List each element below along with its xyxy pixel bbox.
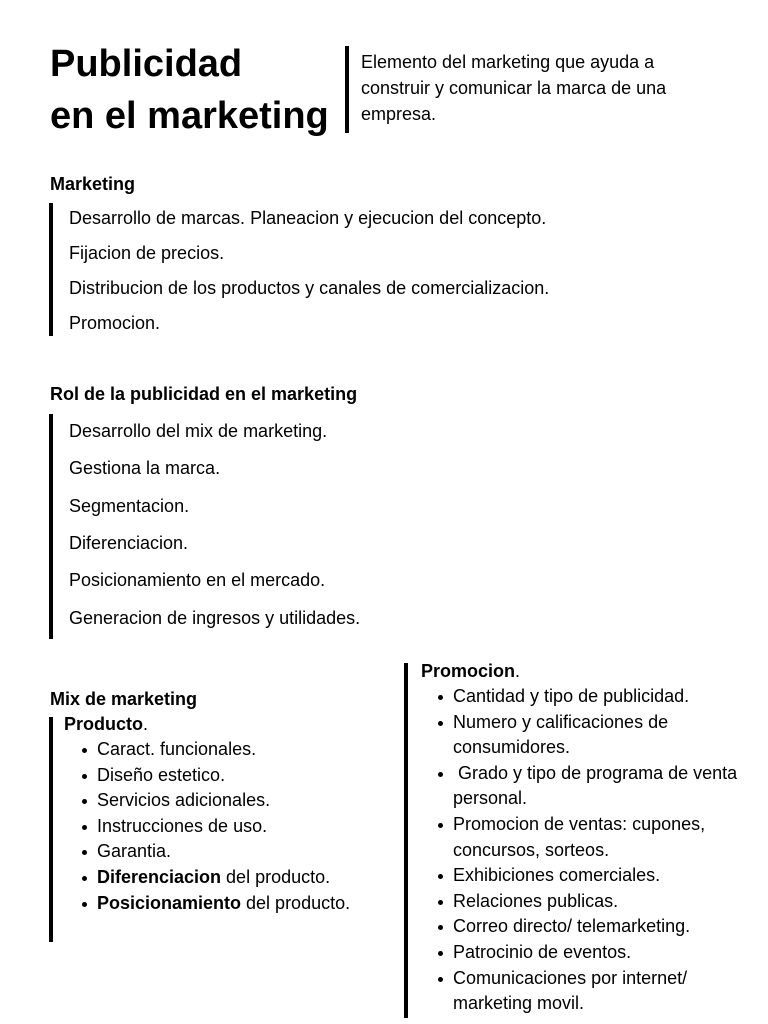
posicionamiento-bold: Posicionamiento: [97, 892, 242, 913]
promocion-heading: [421, 661, 520, 682]
producto-list: [65, 737, 365, 916]
marketing-item-4: Promocion.: [69, 313, 161, 333]
producto-heading: [64, 714, 148, 735]
producto-item-posicionamiento: [65, 891, 365, 917]
promocion-item-9: Comunicaciones por internet/ marketing movil.: [421, 966, 761, 1017]
diferenciacion-bold: Diferenciacion: [97, 866, 222, 887]
promocion-accent-bar: [404, 663, 408, 1018]
promocion-item-3: Grado y tipo de programa de venta personal.: [421, 761, 761, 812]
promocion-item-7: Correo directo/ telemarketing.: [421, 914, 761, 940]
rol-item-5: Posicionamiento en el mercado.: [69, 570, 326, 590]
marketing-accent-bar: [49, 203, 53, 336]
page-title-line1: Publicidad: [50, 43, 243, 85]
producto-item-3: Servicios adicionales.: [65, 788, 365, 814]
promocion-item-2: Numero y calificaciones de consumidores.: [421, 710, 761, 761]
rol-item-6: Generacion de ingresos y utilidades.: [69, 608, 361, 628]
promocion-item-6: Relaciones publicas.: [421, 889, 761, 915]
promocion-heading-label: Promocion: [421, 661, 516, 681]
producto-heading-label: Producto: [64, 714, 143, 734]
rol-item-1: Desarrollo del mix de marketing.: [69, 421, 328, 441]
posicionamiento-rest: del producto.: [241, 892, 351, 913]
rol-item-3: Segmentacion.: [69, 496, 190, 516]
marketing-item-1: Desarrollo de marcas. Planeacion y ejecucion del concepto.: [69, 208, 547, 228]
promocion-item-4: Promocion de ventas: cupones, concursos, sorteos.: [421, 812, 761, 863]
page-description: Elemento del marketing que ayuda a construir y comunicar la marca de una empresa.: [361, 52, 667, 124]
rol-heading: Rol de la publicidad en el marketing: [50, 384, 358, 404]
marketing-item-2: Fijacion de precios.: [69, 243, 225, 263]
producto-heading-period: .: [143, 714, 149, 734]
promocion-item-5: Exhibiciones comerciales.: [421, 863, 761, 889]
producto-item-diferenciacion: [65, 865, 365, 891]
promocion-item-8: Patrocinio de eventos.: [421, 940, 761, 966]
title-divider: [345, 46, 349, 133]
promocion-heading-period: .: [515, 661, 521, 681]
marketing-item-3: Distribucion de los productos y canales de comercializacion.: [69, 278, 550, 298]
mix-heading: Mix de marketing: [50, 689, 198, 709]
marketing-heading: Marketing: [50, 174, 136, 194]
promocion-list: [421, 684, 761, 1017]
diferenciacion-rest: del producto.: [221, 866, 331, 887]
producto-item-4: Instrucciones de uso.: [65, 814, 365, 840]
rol-item-4: Diferenciacion.: [69, 533, 189, 553]
rol-item-2: Gestiona la marca.: [69, 458, 221, 478]
producto-item-2: Diseño estetico.: [65, 763, 365, 789]
producto-item-5: Garantia.: [65, 839, 365, 865]
producto-item-1: Caract. funcionales.: [65, 737, 365, 763]
page-title-line2: en el marketing: [50, 95, 329, 137]
promocion-item-1: Cantidad y tipo de publicidad.: [421, 684, 761, 710]
producto-accent-bar: [49, 717, 53, 942]
page-title: [50, 38, 329, 142]
rol-accent-bar: [49, 414, 53, 639]
